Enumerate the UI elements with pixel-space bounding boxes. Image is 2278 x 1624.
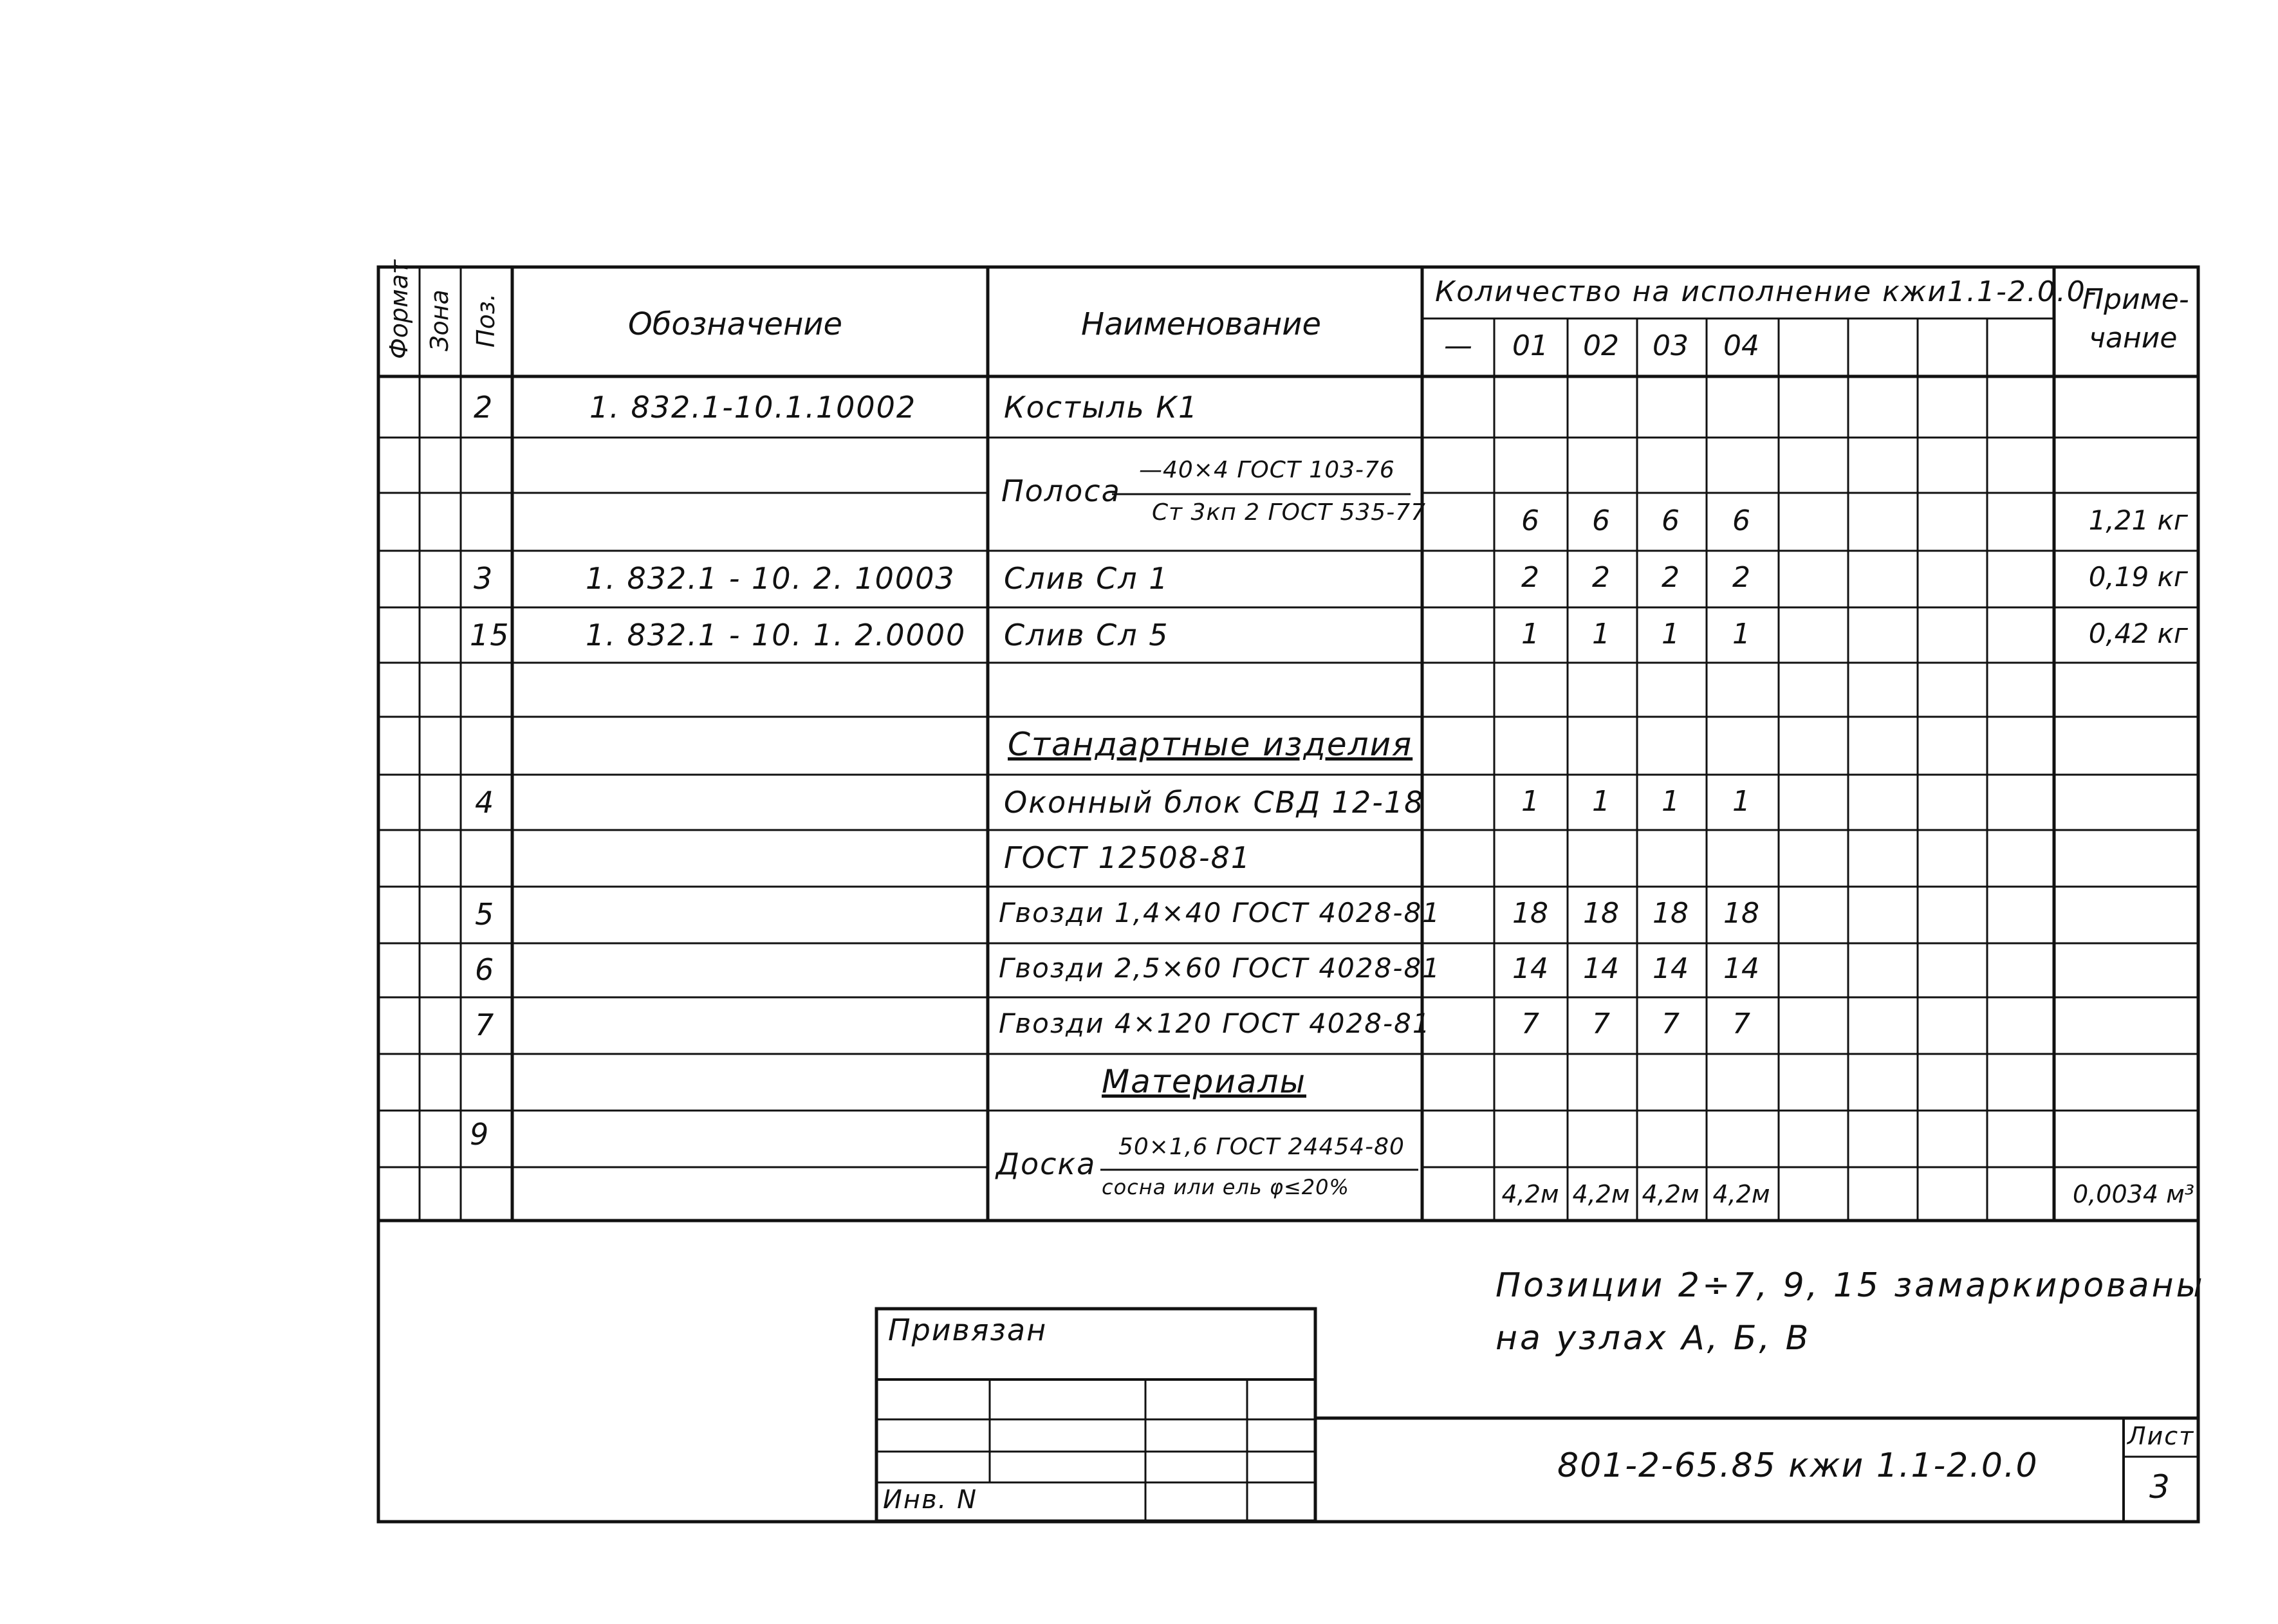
- row-note: 1,21 кг: [2088, 504, 2188, 536]
- attached-label: Привязан: [888, 1313, 1048, 1347]
- strip-numerator: —40×4 ГОСТ 103-76: [1139, 457, 1395, 483]
- row-pos: 15: [470, 618, 510, 652]
- row-designation: 1. 832.1-10.1.10002: [589, 390, 917, 425]
- document-code: 801-2-65.85 кжи 1.1-2.0.0: [1557, 1446, 2039, 1485]
- header-note-line2: чание: [2089, 322, 2178, 355]
- row-note: 0,19 кг: [2088, 561, 2188, 593]
- qty-cell: 7: [1732, 1008, 1750, 1040]
- qty-cell: 1: [1662, 618, 1680, 651]
- qty-cell: 1: [1732, 785, 1750, 818]
- header-name: Наименование: [1081, 306, 1322, 342]
- qty-cell: 4,2м: [1642, 1180, 1699, 1208]
- row-pos: 4: [475, 785, 495, 820]
- version-header: 02: [1583, 329, 1619, 362]
- header-note-line1: Приме-: [2082, 283, 2189, 316]
- sheet-label: Лист: [2127, 1422, 2195, 1450]
- row-name: Оконный блок СВД 12-18: [1004, 785, 1425, 820]
- qty-cell: 4,2м: [1501, 1180, 1559, 1208]
- qty-cell: 18: [1653, 897, 1689, 930]
- qty-cell: 2: [1662, 561, 1680, 594]
- header-format: Формат: [385, 259, 413, 359]
- section-materials: Материалы: [1102, 1063, 1306, 1100]
- qty-cell: 6: [1592, 504, 1610, 537]
- qty-cell: 6: [1521, 504, 1539, 537]
- row-note: 0,0034 м³: [2073, 1180, 2194, 1208]
- qty-cell: 6: [1662, 504, 1680, 537]
- board-label: Доска: [996, 1147, 1097, 1181]
- version-header: 01: [1512, 329, 1548, 362]
- qty-cell: 2: [1592, 561, 1610, 594]
- row-name: Гвозди 2,5×60 ГОСТ 4028-81: [999, 952, 1441, 984]
- qty-cell: 14: [1653, 952, 1689, 985]
- qty-cell: 7: [1662, 1008, 1680, 1040]
- strip-denominator: Ст 3кп 2 ГОСТ 535-77: [1152, 499, 1427, 526]
- section-standard-items: Стандартные изделия: [1008, 726, 1413, 763]
- version-header: 04: [1723, 329, 1759, 362]
- qty-cell: 18: [1512, 897, 1548, 930]
- row-name: Костыль К1: [1004, 390, 1199, 425]
- header-designation: Обозначение: [628, 306, 843, 342]
- qty-cell: 7: [1521, 1008, 1539, 1040]
- qty-cell: 1: [1521, 785, 1539, 818]
- row-pos: 5: [475, 897, 495, 932]
- version-header: —: [1444, 329, 1472, 362]
- row-pos: 9: [470, 1117, 490, 1152]
- qty-cell: 14: [1583, 952, 1619, 985]
- qty-cell: 1: [1521, 618, 1539, 651]
- inventory-number-label: Инв. N: [883, 1485, 977, 1515]
- sheet-number: 3: [2149, 1468, 2171, 1506]
- qty-cell: 4,2м: [1712, 1180, 1770, 1208]
- qty-cell: 2: [1521, 561, 1539, 594]
- qty-cell: 7: [1592, 1008, 1610, 1040]
- row-pos: 6: [475, 952, 495, 987]
- row-pos: 2: [474, 390, 494, 425]
- row-name: Гвозди 4×120 ГОСТ 4028-81: [999, 1008, 1431, 1039]
- header-zone: Зона: [425, 290, 454, 351]
- qty-cell: 4,2м: [1572, 1180, 1630, 1208]
- row-name: Гвозди 1,4×40 ГОСТ 4028-81: [999, 897, 1441, 928]
- positions-note-line2: на узлах А, Б, В: [1496, 1319, 1811, 1358]
- qty-cell: 14: [1512, 952, 1548, 985]
- qty-cell: 6: [1732, 504, 1750, 537]
- positions-note-line1: Позиции 2÷7, 9, 15 замаркированы: [1496, 1266, 2205, 1305]
- version-header: 03: [1653, 329, 1689, 362]
- qty-cell: 14: [1723, 952, 1759, 985]
- row-designation: 1. 832.1 - 10. 1. 2.0000: [586, 618, 967, 652]
- header-quantity: Количество на исполнение кжи1.1-2.0.0-: [1435, 275, 2098, 308]
- header-pos: Поз.: [472, 293, 500, 348]
- board-denominator: сосна или ель φ≤20%: [1102, 1175, 1349, 1199]
- row-designation: 1. 832.1 - 10. 2. 10003: [586, 561, 956, 596]
- qty-cell: 1: [1662, 785, 1680, 818]
- qty-cell: 1: [1732, 618, 1750, 651]
- qty-cell: 18: [1723, 897, 1759, 930]
- strip-label: Полоса: [1001, 474, 1121, 508]
- row-pos: 3: [474, 561, 494, 596]
- row-name: ГОСТ 12508-81: [1004, 840, 1252, 875]
- row-note: 0,42 кг: [2088, 618, 2188, 649]
- qty-cell: 2: [1732, 561, 1750, 594]
- row-name: Слив Сл 1: [1004, 561, 1169, 596]
- qty-cell: 1: [1592, 785, 1610, 818]
- row-pos: 7: [475, 1008, 495, 1042]
- board-numerator: 50×1,6 ГОСТ 24454-80: [1118, 1134, 1405, 1160]
- qty-cell: 1: [1592, 618, 1610, 651]
- qty-cell: 18: [1583, 897, 1619, 930]
- row-name: Слив Сл 5: [1004, 618, 1169, 652]
